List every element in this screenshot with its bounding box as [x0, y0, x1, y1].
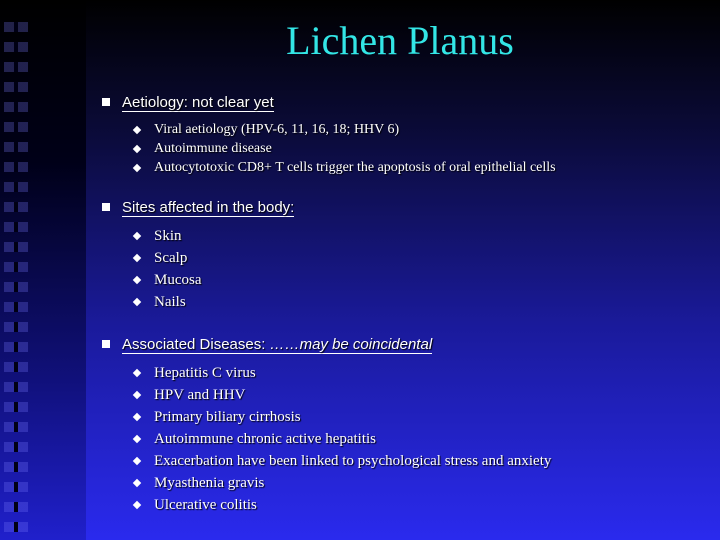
diamond-bullet-icon: [133, 479, 141, 487]
diamond-bullet-icon: [133, 413, 141, 421]
list-item-text: Hepatitis C virus: [154, 365, 256, 381]
list-item-text: Autoimmune disease: [154, 141, 272, 156]
list-item: [100, 428, 710, 450]
diamond-bullet-icon: [133, 435, 141, 443]
list-item-text: Primary biliary cirrhosis: [154, 409, 301, 425]
diamond-bullet-icon: [133, 145, 141, 153]
diamond-bullet-icon: [133, 164, 141, 172]
square-bullet-icon: [102, 98, 110, 106]
diamond-bullet-icon: [133, 254, 141, 262]
list-item-text: Nails: [154, 294, 186, 310]
list-item: [100, 225, 710, 247]
list-item-text: Skin: [154, 228, 182, 244]
diamond-bullet-icon: [133, 298, 141, 306]
list-item-text: Myasthenia gravis: [154, 475, 265, 491]
diamond-bullet-icon: [133, 391, 141, 399]
list-item: [100, 472, 710, 494]
list-item-text: Viral aetiology (HPV-6, 11, 16, 18; HHV 6): [154, 122, 400, 137]
list-item-text: Mucosa: [154, 272, 202, 288]
slide-content: [100, 93, 710, 516]
diamond-bullet-icon: [133, 276, 141, 284]
list-item: [100, 269, 710, 291]
list-item-text: Ulcerative colitis: [154, 497, 257, 513]
slide-title: Lichen Planus: [286, 18, 514, 63]
list-item: [100, 450, 710, 472]
list-item-text: HPV and HHV: [154, 387, 246, 403]
list-item: [100, 406, 710, 428]
list-item-text: Scalp: [154, 250, 188, 266]
list-item: [100, 384, 710, 406]
list-item-text: Exacerbation have been linked to psychological stress and anxiety: [154, 453, 552, 469]
section-heading-text: Aetiology: not clear yet: [122, 94, 274, 111]
list-item: [100, 120, 710, 139]
list-item: [100, 139, 710, 158]
square-bullet-icon: [102, 340, 110, 348]
section-heading-text: Sites affected in the body:: [122, 199, 295, 216]
section-heading-main: Associated Diseases:: [122, 336, 270, 353]
square-bullet-icon: [102, 203, 110, 211]
diamond-bullet-icon: [133, 232, 141, 240]
section-heading-associated: [100, 335, 710, 355]
section-heading-aetiology: [100, 93, 710, 113]
list-item-text: Autocytotoxic CD8+ T cells trigger the apoptosis of oral epithelial cells: [154, 160, 556, 175]
section-heading-sites: [100, 198, 710, 218]
diamond-bullet-icon: [133, 126, 141, 134]
decorative-side-strip: [0, 0, 86, 540]
diamond-bullet-icon: [133, 501, 141, 509]
decorative-squares: [4, 22, 28, 540]
list-item: [100, 494, 710, 516]
list-item: [100, 291, 710, 313]
section-heading-emphasis: ……may be coincidental: [269, 336, 433, 353]
list-item: [100, 362, 710, 384]
list-item: [100, 158, 710, 177]
list-item: [100, 247, 710, 269]
diamond-bullet-icon: [133, 369, 141, 377]
list-item-text: Autoimmune chronic active hepatitis: [154, 431, 377, 447]
section-heading-text: [122, 336, 432, 354]
diamond-bullet-icon: [133, 457, 141, 465]
